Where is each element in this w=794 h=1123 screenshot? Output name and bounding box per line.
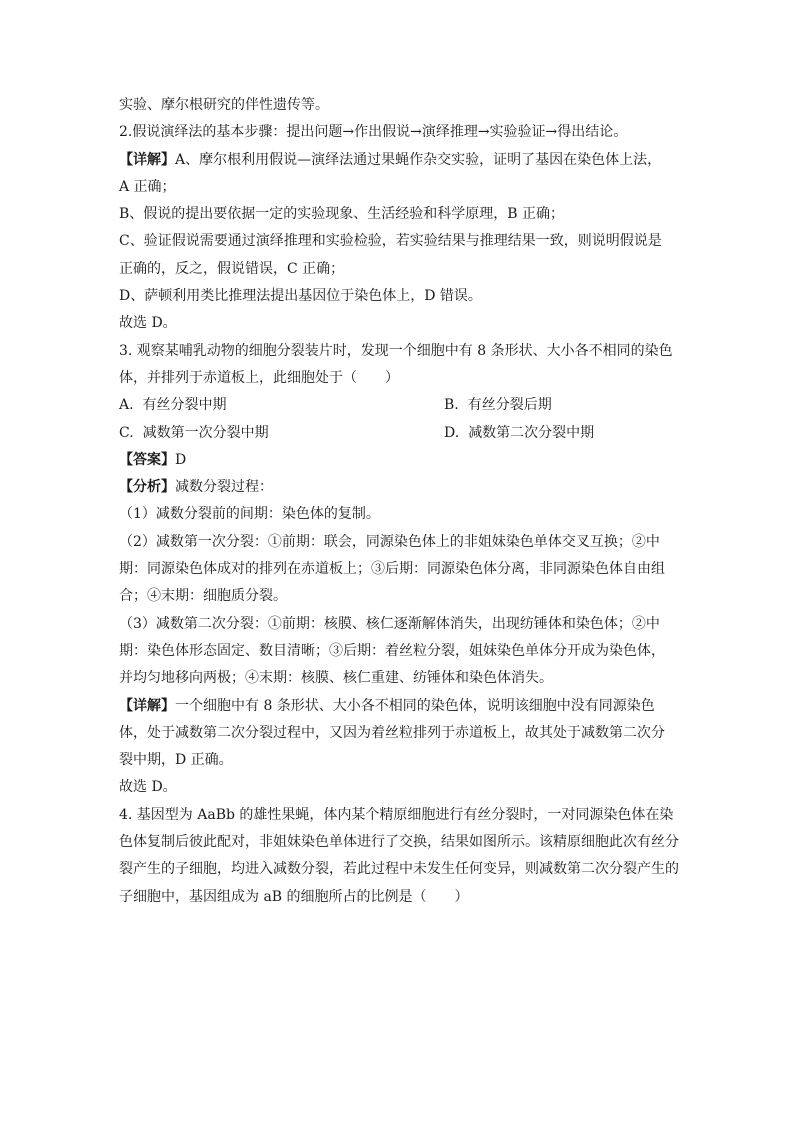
line-text: 3. 观察某哺乳动物的细胞分裂装片时，发现一个细胞中有 8 条形状、大小各不相同的染色 xyxy=(119,342,673,359)
option-row xyxy=(119,392,679,419)
line-text: D xyxy=(175,451,187,468)
line-text: 体，处于减数第二次分裂过程中，又因为着丝粒排列于赤道板上，故其处于减数第二次分 xyxy=(119,724,665,741)
line-text: 体，并排列于赤道板上，此细胞处于（ ） xyxy=(119,369,399,386)
option-text: 有丝分裂中期 xyxy=(142,397,227,414)
text-line xyxy=(119,147,679,174)
text-line xyxy=(119,693,679,720)
option-text: 减数第二次分裂中期 xyxy=(468,424,595,441)
text-line xyxy=(119,747,679,774)
option-letter: D. xyxy=(444,424,460,441)
text-line xyxy=(119,774,679,801)
text-line xyxy=(119,638,679,665)
line-text: B、假说的提出要依据一定的实验现象、生活经验和科学原理，B 正确； xyxy=(119,206,565,223)
text-line xyxy=(119,92,679,119)
text-line xyxy=(119,720,679,747)
text-line xyxy=(119,474,679,501)
text-line xyxy=(119,556,679,583)
text-line xyxy=(119,338,679,365)
text-block-explanation xyxy=(119,92,679,392)
line-text: 故选 D。 xyxy=(119,315,177,332)
option-text: 减数第一次分裂中期 xyxy=(142,424,269,441)
line-text: A、摩尔根利用假说—演绎法通过果蝇作杂交实验，证明了基因在染色体上法， xyxy=(175,151,662,168)
line-text: 并均匀地移向两极；④末期：核膜、核仁重建、纺锤体和染色体消失。 xyxy=(119,670,553,687)
text-line xyxy=(119,283,679,310)
line-text: 色体复制后彼此配对，非姐妹染色单体进行了交换，结果如图所示。该精原细胞此次有丝分 xyxy=(119,834,679,851)
text-line xyxy=(119,665,679,692)
line-text: （3）减数第二次分裂：①前期：核膜、核仁逐渐解体消失，出现纺锤体和染色体；②中 xyxy=(119,615,660,632)
section-tag: 【答案】 xyxy=(119,451,175,468)
line-text: 正确的，反之，假说错误，C 正确； xyxy=(119,260,345,277)
option-letter: C. xyxy=(119,424,134,441)
text-line xyxy=(119,447,679,474)
line-text: 期：同源染色体成对的排列在赤道板上；③后期：同源染色体分离，非同源染色体自由组 xyxy=(119,561,665,578)
section-tag: 【详解】 xyxy=(119,697,175,714)
text-line xyxy=(119,201,679,228)
option-letter: A. xyxy=(119,397,134,414)
line-text: 4. 基因型为 AaBb 的雄性果蝇，体内某个精原细胞进行有丝分裂时，一对同源染色体在染 xyxy=(119,806,674,823)
option-letter: B. xyxy=(444,397,459,414)
answer-option xyxy=(444,392,679,419)
line-text: （1）减数分裂前的间期：染色体的复制。 xyxy=(119,506,380,523)
line-text: 子细胞中，基因组成为 aB 的细胞所占的比例是（ ） xyxy=(119,888,469,905)
option-text: 有丝分裂后期 xyxy=(467,397,552,414)
line-text: 裂中期，D 正确。 xyxy=(119,752,233,769)
text-line xyxy=(119,529,679,556)
answer-option xyxy=(119,420,444,447)
section-tag: 【分析】 xyxy=(119,479,175,496)
line-text: （2）减数第一次分裂：①前期：联会，同源染色体上的非姐妹染色单体交叉互换；②中 xyxy=(119,533,660,550)
text-line xyxy=(119,583,679,610)
line-text: 减数分裂过程： xyxy=(175,479,273,496)
text-line xyxy=(119,611,679,638)
answer-option xyxy=(119,392,444,419)
text-line xyxy=(119,829,679,856)
line-text: 故选 D。 xyxy=(119,779,177,796)
text-line xyxy=(119,119,679,146)
line-text: 期：染色体形态固定、数目清晰；③后期：着丝粒分裂，姐妹染色单体分开成为染色体， xyxy=(119,642,665,659)
question-3-options xyxy=(119,392,679,447)
line-text: 裂产生的子细胞，均进入减数分裂，若此过程中未发生任何变异，则减数第二次分裂产生的 xyxy=(119,861,679,878)
text-line xyxy=(119,365,679,392)
text-block-answer xyxy=(119,447,679,911)
answer-option xyxy=(444,420,679,447)
line-text: 2.假说演绎法的基本步骤：提出问题→作出假说→演绎推理→实验验证→得出结论。 xyxy=(119,124,628,141)
text-line xyxy=(119,501,679,528)
text-line xyxy=(119,802,679,829)
text-line xyxy=(119,174,679,201)
section-tag: 【详解】 xyxy=(119,151,175,168)
text-line xyxy=(119,856,679,883)
text-line xyxy=(119,228,679,255)
line-text: C、验证假说需要通过演绎推理和实验检验，若实验结果与推理结果一致，则说明假说是 xyxy=(119,233,662,250)
option-row xyxy=(119,420,679,447)
text-line xyxy=(119,884,679,911)
text-line xyxy=(119,256,679,283)
text-line xyxy=(119,310,679,337)
line-text: 合；④末期：细胞质分裂。 xyxy=(119,588,287,605)
line-text: D、萨顿利用类比推理法提出基因位于染色体上，D 错误。 xyxy=(119,288,482,305)
line-text: 一个细胞中有 8 条形状、大小各不相同的染色体，说明该细胞中没有同源染色 xyxy=(175,697,655,714)
line-text: 实验、摩尔根研究的伴性遗传等。 xyxy=(119,97,329,113)
line-text: A 正确； xyxy=(119,178,176,195)
document-page xyxy=(119,92,679,911)
